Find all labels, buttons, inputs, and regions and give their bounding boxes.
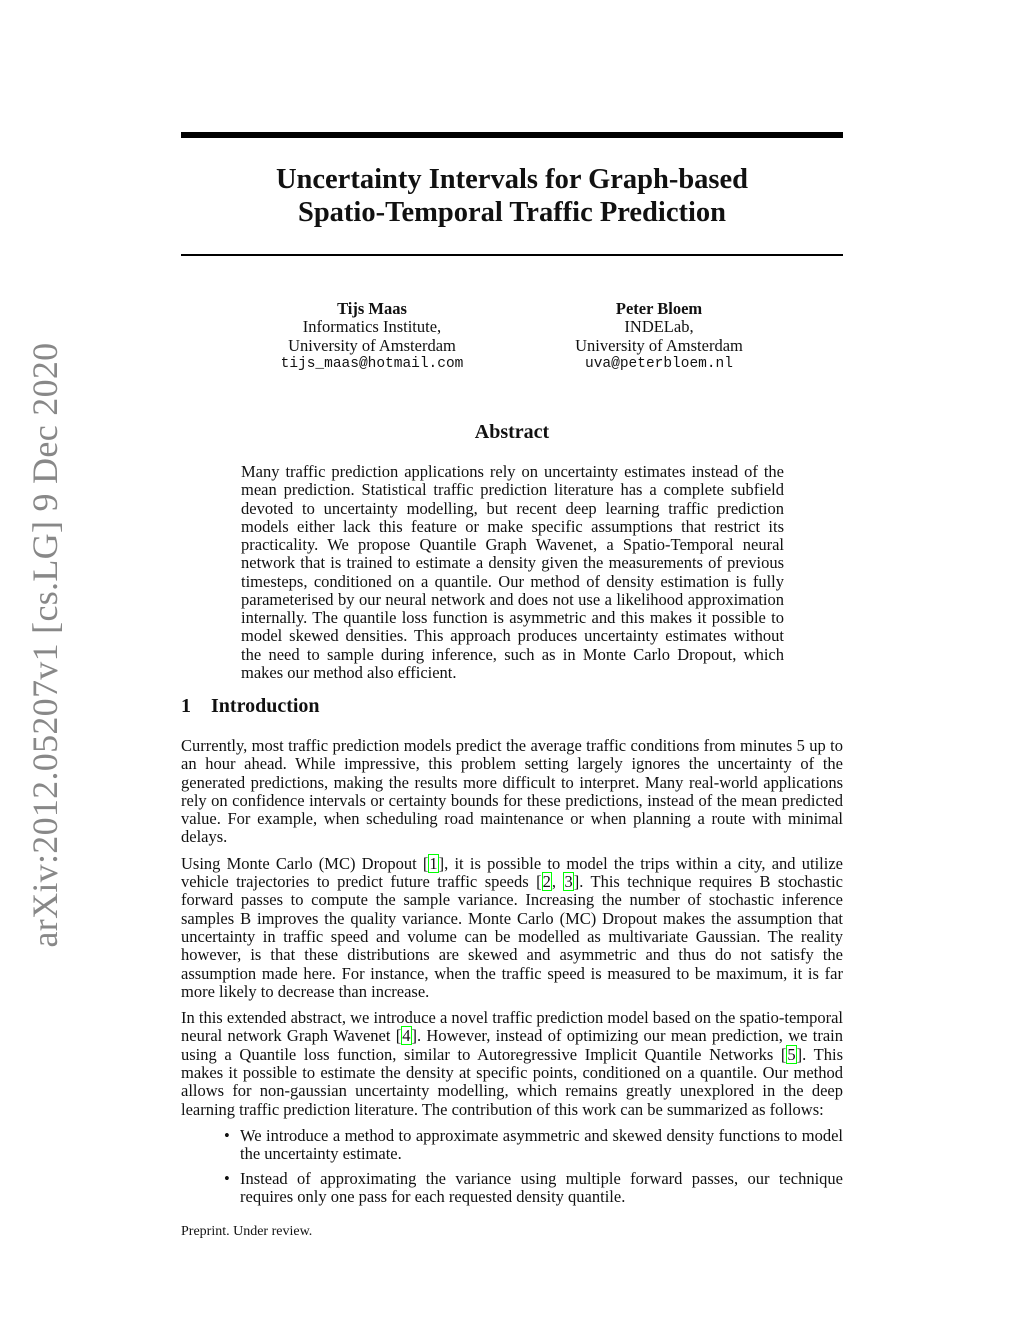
paragraph-text: ], it is possible to model the trips within a city, and utilize vehicle trajectories to predict future traffic speeds [ [181, 853, 843, 892]
paragraph-text: ]. This technique requires B stochastic forward passes to compute the sample variance. Increasing the number of stochastic inference samples B improves the quality variance. Monte Carlo (MC) Dropout makes the assumption that uncertainty in traffic speed and volume can be modelled as multivariate Gaussian. The reality however, is that these distributions are skewed and asymmetric and thus do not satisfy the assumption made here. For instance, when the traffic speed is measured to be maximum, it is far more likely to decrease than increase. [181, 872, 843, 1001]
paragraph-text: , [551, 872, 564, 892]
citation-link[interactable]: 4 [402, 1026, 411, 1046]
citation-link[interactable]: 3 [564, 872, 573, 892]
title-line: Spatio-Temporal Traffic Prediction [297, 197, 726, 228]
section-number: 1 [181, 695, 191, 717]
author-affiliation: INDELab, [624, 317, 694, 337]
paragraph-text: In this extended abstract, we introduce a novel traffic prediction model based on the spatio-temporal neural network Graph Wavenet [ [181, 1008, 843, 1046]
list-item [224, 1125, 843, 1164]
title-line: Uncertainty Intervals for Graph-based [275, 164, 749, 195]
paragraph [181, 855, 843, 1001]
bullet-icon: • [224, 1168, 230, 1188]
title-bottom-rule [181, 254, 843, 256]
author-affiliation: Informatics Institute, [302, 317, 442, 337]
citation-link[interactable]: 5 [787, 1044, 796, 1064]
paragraph [181, 1009, 843, 1119]
author-email: tijs_maas@hotmail.com [280, 356, 464, 373]
list-item [224, 1168, 843, 1207]
contribution-list [181, 1127, 843, 1206]
paragraph-text: ]. However, instead of optimizing our mean prediction, we train using a Quantile loss function, similar to Autoregressive Implicit Quantile Networks [ [181, 1026, 843, 1064]
author-email: uva@peterbloem.nl [585, 356, 733, 373]
paragraph-text: Currently, most traffic prediction models predict the average traffic conditions from minutes 5 up to an hour ahead. While impressive, this problem setting largely ignores the uncertainty of the generated predictions, making the results more difficult to interpret. Many real-world applications rely on confidence intervals or certainty bounds for these predictions, instead of the mean predicted value. For example, when scheduling road maintenance or when planning a route with minimal delays. [181, 736, 843, 847]
body-text [181, 737, 843, 1212]
abstract-text: Many traffic prediction applications rely on uncertainty estimates instead of the mean prediction. Statistical traffic prediction literature has a complete subfield devoted to uncertainty modelling, but recent deep learning traffic prediction models either lack this feature or make specific assumptions that restrict its practicality. We propose Quantile Graph Wavenet, a Spatio-Temporal neural network that is trained to estimate a density given the measurements of previous timesteps, conditioned on a quantile. Our method of density estimation is fully parameterised by our neural network and does not use a likelihood approximation internally. The quantile loss function is asymmetric and this makes it possible to model skewed densities. This approach produces uncertainty estimates without the need to sample during inference, such as in Monte Carlo Dropout, which makes our method also efficient. [241, 462, 784, 682]
author-block [222, 300, 522, 374]
paragraph [181, 737, 843, 847]
author-name: Tijs Maas [337, 299, 407, 318]
citation-link[interactable]: 2 [542, 872, 551, 892]
bullet-icon: • [224, 1125, 230, 1145]
paper-title [181, 163, 843, 229]
author-university: University of Amsterdam [575, 335, 743, 355]
list-item-text: We introduce a method to approximate asymmetric and skewed density functions to model the uncertainty estimate. [240, 1125, 843, 1164]
footer-note: Preprint. Under review. [181, 1224, 313, 1239]
author-university: University of Amsterdam [288, 335, 456, 355]
paragraph-text: ]. This makes it possible to estimate the density at specific points, conditioned on a quantile. Our method allows for non-gaussian uncertainty modelling, which remains greatly unexplored in the deep learning traffic prediction literature. The contribution of this work can be summarized as follows: [181, 1044, 843, 1119]
author-name: Peter Bloem [615, 299, 703, 318]
arxiv-stamp: arXiv:2012.05207v1 [cs.LG] 9 Dec 2020 [25, 342, 65, 948]
abstract-heading: Abstract [474, 421, 550, 443]
paragraph-text: Using Monte Carlo (MC) Dropout [ [181, 853, 429, 873]
section-heading [181, 695, 320, 718]
citation-link[interactable]: 1 [429, 853, 438, 873]
section-title: Introduction [211, 695, 320, 717]
title-top-rule [181, 132, 843, 138]
list-item-text: Instead of approximating the variance using multiple forward passes, our technique requires only one pass for each requested density quantile. [240, 1168, 843, 1206]
author-block [509, 300, 809, 374]
